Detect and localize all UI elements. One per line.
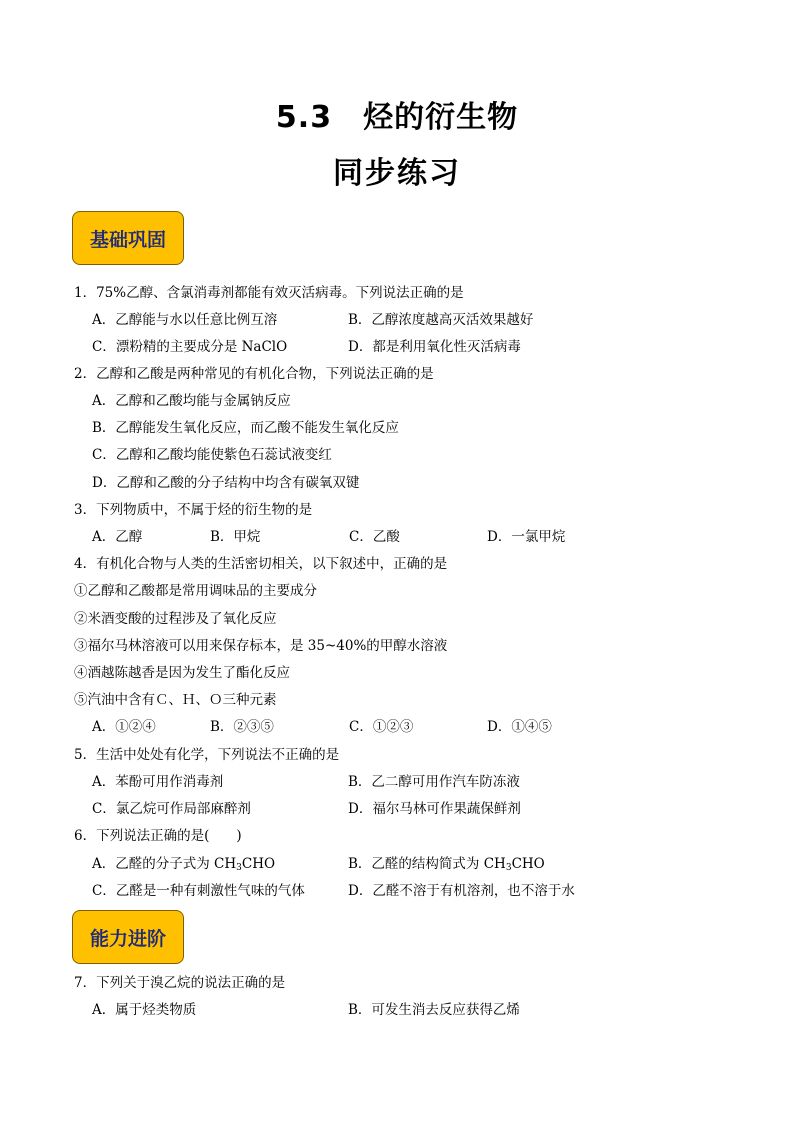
question-6-option-a-suffix: CHO [241,856,276,872]
question-4-stem: 4．有机化合物与人类的生活密切相关，以下叙述中，正确的是 [74,556,448,572]
question-5-option-a: A．苯酚可用作消毒剂 [92,774,224,790]
question-7-option-b: B．可发生消去反应获得乙烯 [348,1002,520,1018]
page-subtitle: 同步练习 [333,156,461,191]
question-2-option-c: C．乙醇和乙酸均能使紫色石蕊试液变红 [92,447,332,463]
question-1-option-b: B．乙醇浓度越高灭活效果越好 [348,312,534,328]
question-5-stem: 5．生活中处处有化学，下列说法不正确的是 [74,747,340,763]
question-1-option-d: D．都是利用氧化性灭活病毒 [348,339,521,355]
question-3-option-a: A．乙醇 [92,529,143,545]
question-3-option-c: C．乙酸 [349,529,400,545]
question-7-stem: 7．下列关于溴乙烷的说法正确的是 [74,975,286,991]
question-1-option-a: A．乙醇能与水以任意比例互溶 [92,312,278,328]
question-6-option-b-prefix: B．乙醛的结构简式为 CH [348,856,506,872]
page-title: 5.3 烃的衍生物 [275,100,519,135]
question-4-item-1: ①乙醇和乙酸都是常用调味品的主要成分 [74,583,317,599]
question-4-option-a: A．①②④ [92,719,156,735]
question-5-option-b: B．乙二醇可用作汽车防冻液 [348,774,520,790]
question-4-option-c: C．①②③ [349,719,414,735]
question-6-option-c: C．乙醛是一种有刺激性气味的气体 [92,883,305,899]
question-7-option-a: A．属于烃类物质 [92,1002,197,1018]
question-2-stem: 2．乙醇和乙酸是两种常见的有机化合物，下列说法正确的是 [74,366,434,382]
question-1-stem: 1．75%乙醇、含氯消毒剂都能有效灭活病毒。下列说法正确的是 [74,285,464,301]
question-2-option-d: D．乙醇和乙酸的分子结构中均含有碳氧双键 [92,475,360,491]
question-4-item-4: ④酒越陈越香是因为发生了酯化反应 [74,665,290,681]
question-2-option-a: A．乙醇和乙酸均能与金属钠反应 [92,393,291,409]
question-6-option-a-prefix: A．乙醛的分子式为 CH [92,856,237,872]
question-3-option-b: B．甲烷 [210,529,261,545]
question-5-option-c: C．氯乙烷可作局部麻醉剂 [92,801,251,817]
question-6-option-b-suffix: CHO [511,856,545,872]
question-3-option-d: D．一氯甲烷 [487,529,566,545]
question-4-option-d: D．①④⑤ [487,719,552,735]
question-6-stem: 6．下列说法正确的是( ) [74,828,242,844]
question-2-option-b: B．乙醇能发生氧化反应，而乙酸不能发生氧化反应 [92,420,399,436]
question-5-option-d: D．福尔马林可作果蔬保鲜剂 [348,801,521,817]
question-4-item-2: ②米酒变酸的过程涉及了氧化反应 [74,611,277,627]
question-6-option-b-subscript: 3 [505,863,512,873]
section-badge-advanced: 能力进阶 [72,910,184,964]
question-4-item-3: ③福尔马林溶液可以用来保存标本，是 35~40%的甲醇水溶液 [74,638,448,654]
question-6-option-b [348,855,545,877]
section-badge-basic: 基础巩固 [72,211,184,265]
question-1-option-c: C．漂粉精的主要成分是 NaClO [92,339,288,355]
question-6-option-a [92,855,275,877]
question-3-stem: 3．下列物质中，不属于烃的衍生物的是 [74,502,313,518]
question-4-option-b: B．②③⑤ [210,719,274,735]
question-6-option-d: D．乙醛不溶于有机溶剂，也不溶于水 [348,883,575,899]
question-6-option-a-subscript: 3 [236,863,242,873]
question-4-item-5: ⑤汽油中含有Ｃ、Ｈ、Ｏ三种元素 [74,692,277,708]
